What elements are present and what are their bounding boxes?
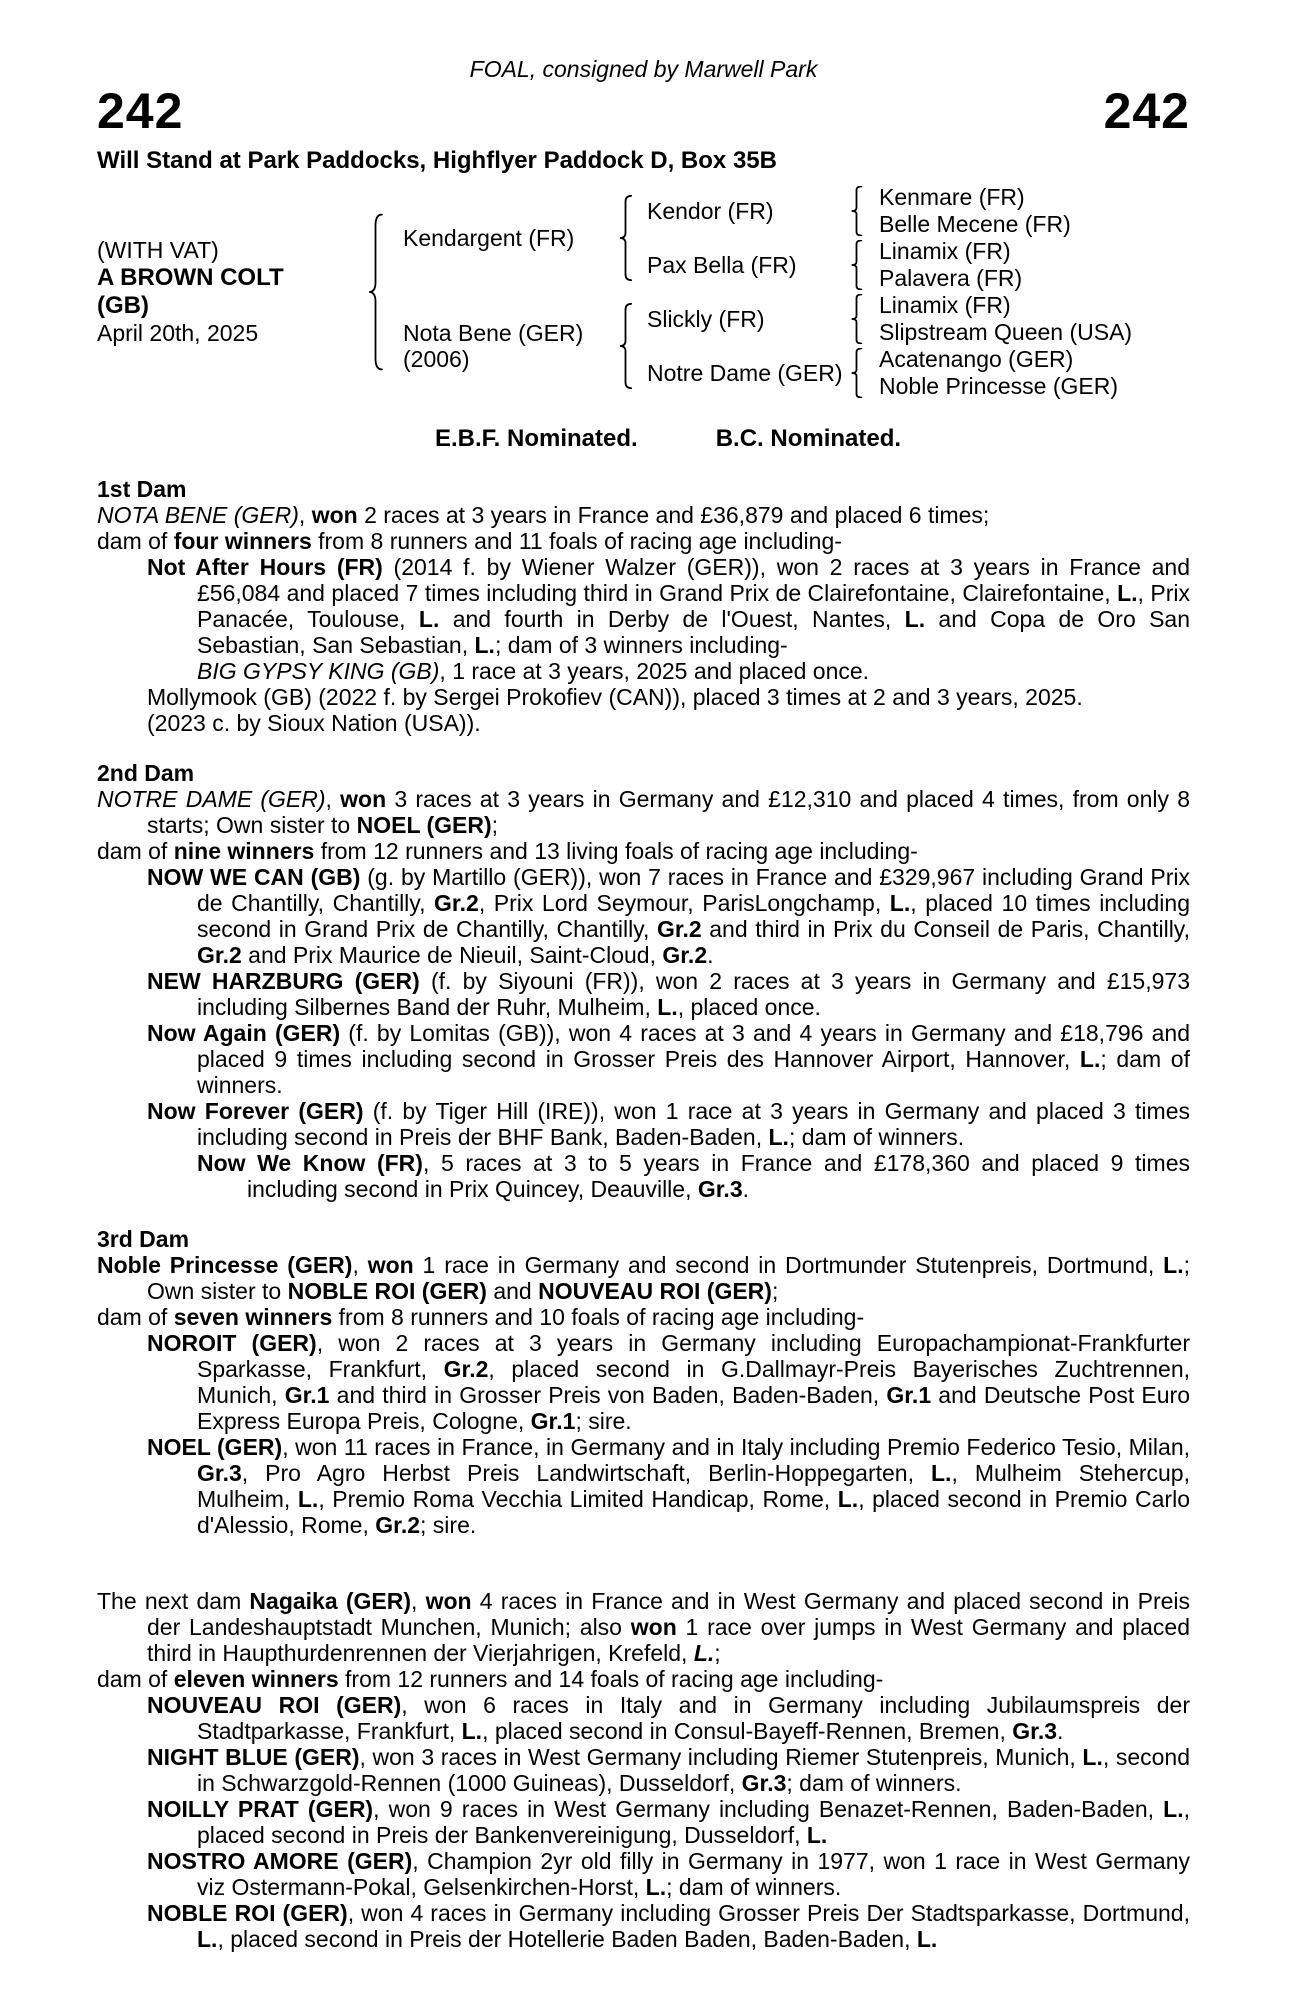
- lot-number-right: 242: [1103, 83, 1190, 139]
- ancestor-name: Linamix (FR): [879, 292, 1011, 318]
- text-run: 1 race over jumps in West Germany and placed third in Haupthurdenrennen der Vierjahrigen, Krefeld,: [147, 1614, 1190, 1666]
- text-run: BIG GYPSY KING (GB): [197, 658, 440, 684]
- text-run: , Prix Panacée, Toulouse,: [197, 580, 1190, 632]
- consignment-line: FOAL, consigned by Marwell Park: [469, 56, 818, 82]
- text-run: won: [425, 1588, 472, 1614]
- text-run: NOEL (GER): [147, 1434, 283, 1460]
- text-run: ,: [298, 502, 312, 528]
- subject-country-suffix: (GB): [97, 292, 149, 319]
- text-run: and third in Prix du Conseil de Paris, Chantilly,: [701, 916, 1190, 942]
- sire-dam-name: Pax Bella (FR): [647, 252, 797, 278]
- text-run: (f. by Lomitas (GB)), won 4 races at 3 and 4 years in Germany and £18,796 and placed 9 times including second in Grosser Preis des Hannover Airport, Hannover,: [197, 1020, 1190, 1072]
- nominations-line: [435, 426, 1190, 452]
- text-run: L.: [1163, 1796, 1184, 1822]
- text-run: , placed second in Premio Carlo d'Alessio, Rome,: [197, 1486, 1190, 1538]
- text-run: from 8 runners and 11 foals of racing age including-: [311, 528, 842, 554]
- catalog-paragraph: [97, 1150, 1190, 1202]
- text-run: NOUVEAU ROI (GER): [538, 1278, 772, 1304]
- catalog-paragraph: [97, 786, 1190, 838]
- text-run: , placed second in Consul-Bayeff-Rennen, Bremen,: [482, 1718, 1013, 1744]
- text-run: ; dam of winners.: [786, 1770, 962, 1796]
- text-run: ;: [491, 812, 499, 838]
- ancestor-name: Linamix (FR): [879, 238, 1011, 264]
- text-run: L.: [474, 632, 495, 658]
- text-run: , won 3 races in West Germany including Riemer Stutenpreis, Munich,: [359, 1744, 1083, 1770]
- text-run: L.: [1079, 1046, 1101, 1072]
- ancestor-name: Noble Princesse (GER): [879, 373, 1119, 399]
- catalog-paragraph: [97, 1330, 1190, 1434]
- text-run: .: [707, 942, 714, 968]
- text-run: , second in Schwarzgold-Rennen (1000 Guineas), Dusseldorf,: [197, 1744, 1191, 1796]
- text-run: Now Again (GER): [147, 1020, 341, 1046]
- text-run: Gr.2: [656, 916, 702, 942]
- text-run: , Champion 2yr old filly in Germany in 1977, won 1 race in West Germany viz Ostermann-Pokal, Gelsenkirchen-Horst,: [197, 1848, 1190, 1900]
- lot-number-left: 242: [97, 83, 184, 139]
- dam-section: [97, 760, 1190, 1202]
- dam-dam-name: Notre Dame (GER): [647, 360, 843, 386]
- dam-branch: [384, 292, 1132, 400]
- text-run: (g. by Martillo (GER)), won 7 races in France and £329,967 including Grand Prix de Chantilly, Chantilly,: [197, 864, 1191, 916]
- text-run: , won 11 races in France, in Germany and in Italy including Premio Federico Tesio, Milan,: [282, 1434, 1190, 1460]
- text-run: 2 races at 3 years in France and £36,879 and placed 6 times;: [357, 502, 990, 528]
- text-run: Gr.2: [662, 942, 708, 968]
- text-run: , won 9 races in West Germany including Benazet-Rennen, Baden-Baden,: [373, 1796, 1164, 1822]
- catalog-paragraph: [97, 864, 1190, 968]
- text-run: NOSTRO AMORE (GER): [147, 1848, 413, 1874]
- catalog-paragraph: [97, 528, 1190, 554]
- text-run: , placed second in Preis der Bankenvereinigung, Dusseldorf,: [197, 1796, 1190, 1848]
- foaling-date: April 20th, 2025: [97, 320, 259, 346]
- text-run: , 1 race at 3 years, 2025 and placed once.: [439, 658, 870, 684]
- pedigree-brace-gen1: [367, 213, 384, 371]
- text-run: L.: [197, 1926, 218, 1952]
- text-run: (2014 f. by Wiener Walzer (GER)), won 2 races at 3 years in France and £56,084 and placed 7 times including third in Grand Prix de Clairefontaine, Clairefontaine,: [197, 554, 1190, 606]
- text-run: , won 4 races in Germany including Grosser Preis Der Stadtsparkasse, Dortmund,: [347, 1900, 1190, 1926]
- text-run: , placed once.: [677, 994, 821, 1020]
- text-run: , Pro Agro Herbst Preis Landwirtschaft, Berlin-Hoppegarten,: [241, 1460, 931, 1486]
- text-run: NOUVEAU ROI (GER): [147, 1692, 402, 1718]
- text-run: ;: [714, 1640, 721, 1666]
- text-run: (f. by Tiger Hill (IRE)), won 1 race at 3 years in Germany and placed 3 times including second in Preis der BHF Bank, Baden-Baden,: [197, 1098, 1190, 1150]
- vat-note: (WITH VAT): [97, 237, 219, 263]
- text-run: , placed second in Preis der Hotellerie Baden Baden, Baden-Baden,: [217, 1926, 917, 1952]
- text-run: L.: [693, 1640, 715, 1666]
- sire-dam-branch: [633, 238, 1071, 292]
- text-run: ; Own sister to: [147, 1252, 1190, 1304]
- catalog-paragraph: [97, 1666, 1190, 1692]
- text-run: 1 race in Germany and second in Dortmunder Stutenpreis, Dortmund,: [413, 1252, 1164, 1278]
- dam-name: Nota Bene (GER): [403, 320, 584, 346]
- text-run: ,: [352, 1252, 368, 1278]
- sire-name: Kendargent (FR): [403, 225, 575, 251]
- text-run: 4 races in France and in West Germany and placed second in Preis der Landeshauptstadt Munchen, Munich; also: [147, 1588, 1191, 1640]
- dam-section: [97, 1588, 1190, 1952]
- sire-sire-parents: [863, 184, 1071, 238]
- text-run: Mollymook (GB) (2022 f. by Sergei Prokofiev (CAN)), placed 3 times at 2 and 3 years, 2025.: [147, 684, 1083, 710]
- catalog-paragraph: [97, 1744, 1190, 1796]
- catalog-paragraph: [97, 1796, 1190, 1848]
- catalog-paragraph: [97, 1304, 1190, 1330]
- catalog-paragraph: [97, 658, 1190, 684]
- dam-dam-parents: [863, 346, 1118, 400]
- text-run: The next dam: [97, 1588, 250, 1614]
- dam-section: [97, 476, 1190, 736]
- sire-sire-name: Kendor (FR): [647, 198, 774, 224]
- text-run: ; dam of winners.: [788, 1124, 965, 1150]
- text-run: , won 6 races in Italy and in Germany including Jubilaumspreis der Stadtparkasse, Frankfurt,: [197, 1692, 1191, 1744]
- pedigree-table: [97, 184, 1190, 400]
- text-run: ,: [411, 1588, 426, 1614]
- pedigree-brace-gen3: [850, 348, 863, 398]
- dam-section-heading: 1st Dam: [97, 476, 187, 502]
- text-run: , placed 10 times including second in Grand Prix de Chantilly, Chantilly,: [197, 890, 1190, 942]
- text-run: L.: [645, 1874, 667, 1900]
- text-run: L.: [768, 1124, 789, 1150]
- dam-sire-name: Slickly (FR): [647, 306, 765, 332]
- text-run: L.: [418, 606, 440, 632]
- text-run: .: [1057, 1718, 1064, 1744]
- catalog-paragraph: [97, 502, 1190, 528]
- text-run: L.: [297, 1486, 319, 1512]
- text-run: Gr.2: [375, 1512, 421, 1538]
- text-run: and third in Grosser Preis von Baden, Baden-Baden,: [329, 1382, 887, 1408]
- text-run: NOTRE DAME (GER): [97, 786, 326, 812]
- catalog-paragraph: [97, 1434, 1190, 1538]
- text-run: , Mulheim Stehercup, Mulheim,: [197, 1460, 1190, 1512]
- catalog-paragraph: [97, 1692, 1190, 1744]
- dam-sire-branch: [633, 292, 1132, 346]
- text-run: Gr.3: [697, 1176, 743, 1202]
- text-run: NOILLY PRAT (GER): [147, 1796, 374, 1822]
- text-run: L.: [1117, 580, 1138, 606]
- ebf-nomination: E.B.F. Nominated.: [435, 425, 638, 452]
- text-run: ;: [771, 1278, 779, 1304]
- generation-1-column: [384, 184, 1132, 400]
- text-run: L.: [806, 1822, 828, 1848]
- ancestor-name: Belle Mecene (FR): [879, 211, 1071, 237]
- text-run: ; dam of 3 winners including-: [494, 632, 788, 658]
- text-run: NOBLE ROI (GER): [287, 1278, 487, 1304]
- catalog-paragraph: [97, 1252, 1190, 1304]
- text-run: L.: [889, 890, 911, 916]
- catalog-body: [97, 476, 1190, 1952]
- catalog-paragraph: [97, 1848, 1190, 1900]
- text-run: , won 2 races at 3 years in Germany including Europachampionat-Frankfurter Sparkasse, Frankfurt,: [197, 1330, 1190, 1382]
- dam-parents-column: [633, 292, 1132, 400]
- text-run: won: [340, 786, 387, 812]
- text-run: L.: [930, 1460, 952, 1486]
- text-run: L.: [916, 1926, 938, 1952]
- text-run: , Prix Lord Seymour, ParisLongchamp,: [478, 890, 890, 916]
- text-run: Gr.2: [434, 890, 479, 916]
- ancestor-name: Palavera (FR): [879, 265, 1023, 291]
- subject-description: A BROWN COLT: [97, 264, 284, 291]
- text-run: Gr.1: [284, 1382, 330, 1408]
- catalog-paragraph: [97, 968, 1190, 1020]
- text-run: L.: [904, 606, 926, 632]
- bc-nomination: B.C. Nominated.: [715, 425, 902, 452]
- dam-section-heading: 3rd Dam: [97, 1226, 190, 1252]
- text-run: four winners: [173, 528, 312, 554]
- text-run: NOROIT (GER): [147, 1330, 317, 1356]
- text-run: Gr.1: [530, 1408, 576, 1434]
- text-run: Noble Princesse (GER): [97, 1252, 353, 1278]
- text-run: nine winners: [173, 838, 315, 864]
- text-run: and: [486, 1278, 539, 1304]
- sire-parents-column: [633, 184, 1071, 292]
- text-run: dam of: [97, 528, 174, 554]
- text-run: ; dam of winners.: [666, 1874, 842, 1900]
- text-run: ; sire.: [575, 1408, 632, 1434]
- pedigree-brace-gen3: [850, 240, 863, 290]
- catalog-paragraph: [97, 684, 1190, 710]
- ancestor-name: Kenmare (FR): [879, 184, 1025, 210]
- text-run: eleven winners: [173, 1666, 339, 1692]
- catalog-paragraph: [97, 1020, 1190, 1098]
- catalog-paragraph: [97, 1098, 1190, 1150]
- ancestor-name: Acatenango (GER): [879, 346, 1074, 372]
- text-run: from 12 runners and 14 foals of racing age including-: [338, 1666, 884, 1692]
- stand-location: Will Stand at Park Paddocks, Highflyer Paddock D, Box 35B: [97, 147, 777, 174]
- dam-name-block: [384, 320, 618, 372]
- text-run: and Prix Maurice de Nieuil, Saint-Cloud,: [241, 942, 663, 968]
- text-run: NOEL (GER): [356, 812, 492, 838]
- text-run: from 8 runners and 10 foals of racing age including-: [332, 1304, 865, 1330]
- text-run: L.: [1163, 1252, 1184, 1278]
- pedigree-brace-gen3: [850, 294, 863, 344]
- text-run: and Deutsche Post Euro Express Europa Preis, Cologne,: [197, 1382, 1190, 1434]
- catalog-paragraph: [97, 554, 1190, 658]
- text-run: won: [630, 1614, 677, 1640]
- pedigree-brace-gen3: [850, 186, 863, 236]
- text-run: NIGHT BLUE (GER): [147, 1744, 360, 1770]
- text-run: NOW WE CAN (GB): [147, 864, 361, 890]
- dam-dam-branch: [633, 346, 1132, 400]
- text-run: ; dam of winners.: [197, 1046, 1190, 1098]
- dam-section-heading: 2nd Dam: [97, 760, 195, 786]
- text-run: seven winners: [173, 1304, 333, 1330]
- text-run: , placed second in G.Dallmayr-Preis Bayerisches Zuchtrennen, Munich,: [197, 1356, 1191, 1408]
- subject-block: [97, 237, 367, 347]
- text-run: Now We Know (FR): [197, 1150, 423, 1176]
- pedigree-brace-gen2: [618, 195, 633, 281]
- sire-branch: [384, 184, 1132, 292]
- text-run: dam of: [97, 1304, 174, 1330]
- text-run: ,: [325, 786, 341, 812]
- text-run: Gr.3: [1012, 1718, 1058, 1744]
- catalog-paragraph: [97, 838, 1190, 864]
- text-run: (2023 c. by Sioux Nation (USA)).: [147, 710, 481, 736]
- text-run: , Premio Roma Vecchia Limited Handicap, Rome,: [318, 1486, 838, 1512]
- catalog-paragraph: [97, 1588, 1190, 1666]
- dam-year: (2006): [403, 346, 470, 372]
- text-run: dam of: [97, 1666, 174, 1692]
- text-run: L.: [461, 1718, 483, 1744]
- text-run: L.: [1082, 1744, 1103, 1770]
- dam-sire-parents: [863, 292, 1132, 346]
- catalog-paragraph: [97, 1900, 1190, 1952]
- text-run: (f. by Siyouni (FR)), won 2 races at 3 years in Germany and £15,973 including Silbernes Band der Ruhr, Mulheim,: [197, 968, 1190, 1020]
- text-run: L.: [657, 994, 678, 1020]
- text-run: NEW HARZBURG (GER): [147, 968, 420, 994]
- text-run: L.: [837, 1486, 859, 1512]
- text-run: Nagaika (GER): [249, 1588, 411, 1614]
- text-run: and Copa de Oro San Sebastian, San Sebastian,: [197, 606, 1190, 658]
- text-run: and fourth in Derby de l'Ouest, Nantes,: [439, 606, 905, 632]
- text-run: NOBLE ROI (GER): [147, 1900, 348, 1926]
- ancestor-name: Slipstream Queen (USA): [879, 319, 1133, 345]
- text-run: Gr.2: [197, 942, 242, 968]
- text-run: Gr.3: [197, 1460, 242, 1486]
- dam-section: [97, 1226, 1190, 1538]
- text-run: Gr.2: [443, 1356, 489, 1382]
- text-run: NOTA BENE (GER): [97, 502, 299, 528]
- catalog-paragraph: [97, 710, 1190, 736]
- text-run: won: [311, 502, 358, 528]
- text-run: ; sire.: [420, 1512, 477, 1538]
- pedigree-brace-gen2: [618, 303, 633, 389]
- text-run: won: [367, 1252, 414, 1278]
- text-run: dam of: [97, 838, 174, 864]
- lot-number-row: [97, 83, 1190, 139]
- text-run: from 12 runners and 13 living foals of racing age including-: [314, 838, 918, 864]
- text-run: Not After Hours (FR): [147, 554, 383, 580]
- sire-dam-parents: [863, 238, 1022, 292]
- text-run: , 5 races at 3 to 5 years in France and £178,360 and placed 9 times including second in Prix Quincey, Deauville,: [247, 1150, 1190, 1202]
- text-run: .: [742, 1176, 750, 1202]
- text-run: Gr.3: [741, 1770, 787, 1796]
- text-run: Gr.1: [886, 1382, 932, 1408]
- text-run: 3 races at 3 years in Germany and £12,310 and placed 4 times, from only 8 starts; Own sister to: [147, 786, 1191, 838]
- sire-sire-branch: [633, 184, 1071, 238]
- text-run: Now Forever (GER): [147, 1098, 364, 1124]
